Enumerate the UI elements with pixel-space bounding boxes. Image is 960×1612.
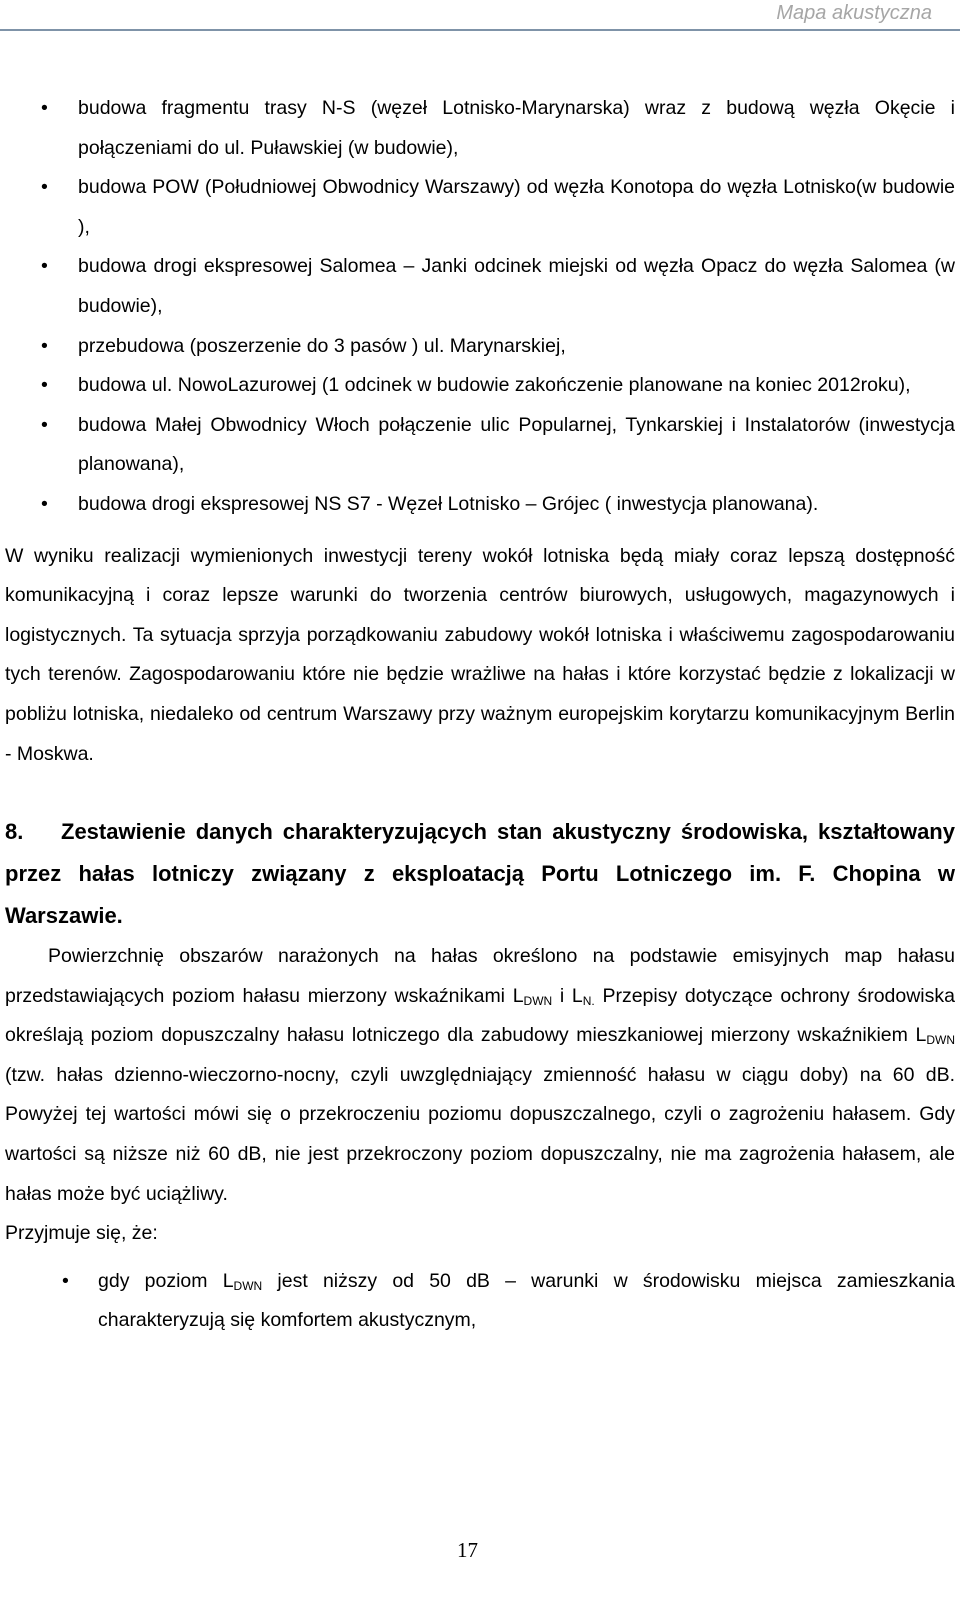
- section-heading: [5, 811, 955, 937]
- list-item: • budowa fragmentu trasy N-S (węzeł Lotnisko-Marynarska) wraz z budową węzła Okęcie i połączeniami do ul. Puławskiej (w budowie),: [5, 89, 955, 168]
- header-rule: [0, 29, 960, 31]
- assumption-list: [5, 1262, 955, 1341]
- spacer: [5, 525, 955, 537]
- paragraph-assumption: Przyjmuje się, że:: [5, 1222, 158, 1245]
- bullet-icon: •: [62, 1269, 69, 1292]
- running-header: Mapa akustyczna: [776, 2, 932, 24]
- paragraph-investments-result: W wyniku realizacji wymienionych inwestycji tereny wokół lotniska będą miały coraz lepszą dostępność komunikacyjną i coraz lepsze warunki do tworzenia centrów biurowych, usługowych, magazynowych i logistycznych. Ta sytuacja sprzyja porządkowaniu zabudowy wokół lotniska i właściwemu zagospodarowaniu tych terenów. Zagospodarowaniu które nie będzie wrażliwe na hałas i które korzystać będzie z lokalizacji w pobliżu lotniska, niedaleko od centrum Warszawy przy ważnym europejskim korytarzu komunikacyjnym Berlin - Moskwa.: [5, 544, 955, 765]
- section-title: Zestawienie danych charakteryzujących stan akustyczny środowiska, kształtowany przez hałas lotniczy związany z eksploatacją Portu Lotniczego im. F. Chopina w Warszawie.: [5, 819, 955, 929]
- bullet-icon: •: [41, 374, 48, 397]
- list-item: • budowa ul. NowoLazurowej (1 odcinek w budowie zakończenie planowane na koniec 2012roku),: [5, 366, 955, 406]
- bullet-icon: •: [41, 413, 48, 436]
- paragraph-noise-indicators: Powierzchnię obszarów narażonych na hałas określono na podstawie emisyjnych map hałasu przedstawiających poziom hałasu mierzony wskaźnikami $L_{DWN}$ i $L_{N.}$ Przepisy dotyczące ochrony środowiska określają poziom dopuszczalny hałasu lotniczego dla zabudowy mieszkaniowej mierzony wskaźnikiem $L_{DWN}$ (tzw. hałas dzienno-wieczorno-nocny, czyli uwzględniający zmienność hałasu w ciągu doby) na 60 dB. Powyżej tej wartości mówi się o przekroczeniu poziomu dopuszczalnego, czyli o zagrożeniu hałasem. Gdy wartości są niższe niż 60 dB, nie jest przekroczony poziom dopuszczalny, nie ma zagrożenia hałasem, ale hałas może być uciążliwy.: [5, 945, 955, 1205]
- investment-list: [5, 89, 955, 525]
- bullet-icon: •: [41, 255, 48, 278]
- spacer: [5, 774, 955, 811]
- list-item: • budowa drogi ekspresowej NS S7 - Węzeł Lotnisko – Grójec ( inwestycja planowana).: [5, 485, 955, 525]
- list-item: • gdy poziom $L_{DWN}$ jest niższy od 50 dB – warunki w środowisku miejsca zamieszkania charakteryzują się komfortem akustycznym,: [5, 1262, 955, 1341]
- page-number: 17: [457, 1538, 478, 1562]
- list-item: • budowa drogi ekspresowej Salomea – Janki odcinek miejski od węzła Opacz do węzła Salomea (w budowie),: [5, 247, 955, 326]
- bullet-icon: •: [41, 97, 48, 119]
- bullet-icon: •: [41, 334, 48, 357]
- bullet-icon: •: [41, 176, 48, 199]
- bullet-icon: •: [41, 492, 48, 515]
- page-content: [5, 89, 955, 1341]
- list-item: • budowa Małej Obwodnicy Włoch połączenie ulic Popularnej, Tynkarskiej i Instalatorów (inwestycja planowana),: [5, 406, 955, 485]
- section-number: 8.: [5, 819, 24, 845]
- list-item: • budowa POW (Południowej Obwodnicy Warszawy) od węzła Konotopa do węzła Lotnisko(w budowie ),: [5, 168, 955, 247]
- list-item: • przebudowa (poszerzenie do 3 pasów ) ul. Marynarskiej,: [5, 327, 955, 367]
